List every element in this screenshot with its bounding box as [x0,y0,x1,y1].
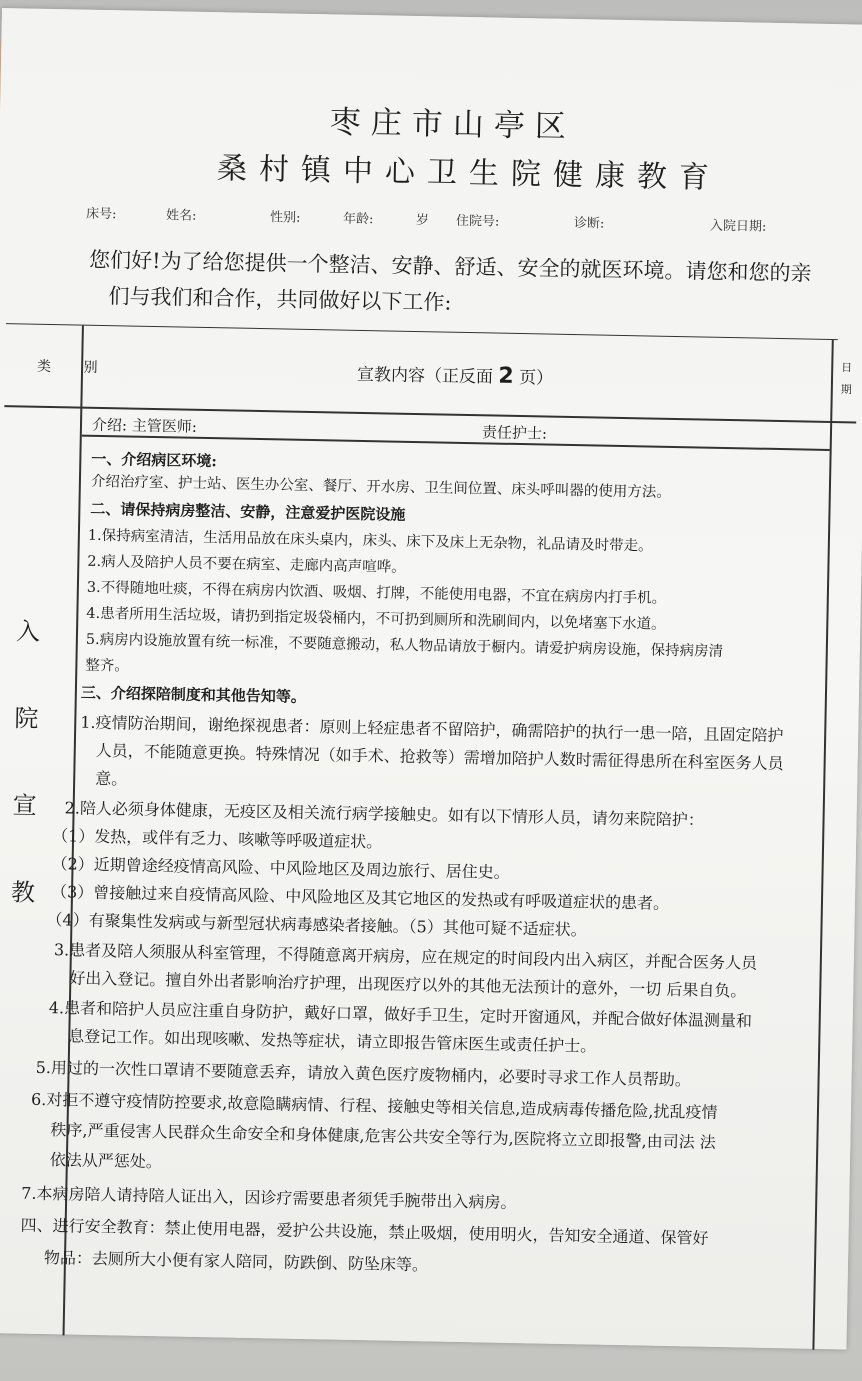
content-line: 2.陪人必须身体健康，无疫区及相关流行病学接触史。如有以下情形人员，请勿来院陪护： [64,798,705,830]
greeting-line-1: 您们好!为了给您提供一个整洁、安静、舒适、安全的就医环境。请您和您的亲 [88,247,812,286]
content-line: 5.病房内设施放置有统一标准，不要随意搬动，私人物品请放于橱内。请爱护病房设施，保持病房清 [85,631,724,660]
section-1-heading: 一、介绍病区环境: [91,449,218,471]
greeting-line-2: 们与我们和合作，共同做好以下工作: [108,284,452,315]
content-line: 息登记工作。如出现咳嗽、发热等症状，请立即报告管床医生或责任护士。 [68,1026,597,1056]
content-line: 意。 [95,768,128,789]
content-line: 5.用过的一次性口罩请不要随意丢弃，请放入黄色医疗废物桶内，必要时寻求工作人员帮助。 [35,1057,692,1090]
title-line-2: 桑村镇中心卫生院健康教育 [216,151,722,196]
section-2-heading: 二、请保持病房整洁、安静，注意爱护医院设施 [90,499,406,524]
content-line: 人员，不能随意更换。特殊情况（如手术、抢救等）需增加陪护人数时需征得患所在科室医务人员 [95,740,784,774]
content-line: 介绍治疗室、护士站、医生办公室、餐厅、开水房、卫生间位置、床头呼叫器的使用方法。 [90,473,671,501]
field-bed: 床号: [85,206,117,223]
content-line: 6.对拒不遵守疫情防控要求,故意隐瞒病情、行程、接触史等相关信息,造成病毒传播危险,扰乱疫情 [30,1089,718,1122]
content-line: 依法从严惩处。 [49,1150,163,1172]
field-age-unit: 岁 [415,212,430,229]
content-line: 好出入登记。擅自外出者影响治疗护理，出现医疗以外的其他无法预计的意外，一切 后果自负。 [69,968,747,1001]
content-line: （1）发热，或伴有乏力、咳嗽等呼吸道症状。 [51,826,383,852]
document-page [0,8,862,1349]
category-char-1: 入 [15,617,41,646]
category-header: 类 别 [36,358,112,377]
category-char-2: 院 [14,704,39,733]
section-4-line: 四、进行安全教育：禁止使用电器，爱护公共设施，禁止吸烟，使用明火，告知安全通道、保管好 [20,1215,709,1248]
content-line: （3）曾接触过来自疫情高风险、中风险地区及其它地区的发热或有呼吸道症状的患者。 [50,882,670,913]
category-char-3: 宣 [12,791,37,820]
content-header-pages: 2 [498,363,514,389]
content-line: 整齐。 [85,657,130,675]
content-header-suffix: 页） [518,367,554,389]
date-header: 日 期 [840,361,853,397]
field-name: 姓名: [165,208,197,224]
category-char-4: 教 [10,878,36,907]
content-line: （4）有聚集性发病或与新型冠状病毒感染者接触。（5）其他可疑不适症状。 [46,910,587,940]
content-line: 物品：去厕所大小便有家人陪同，防跌倒、防坠床等。 [43,1248,429,1275]
field-sex: 性别: [269,210,301,226]
intro-doctor: 介绍: 主管医师: [91,415,198,436]
title-line-1: 枣庄市山亭区 [329,104,577,146]
content-line: （2）近期曾途经疫情高风险、中风险地区及周边旅行、居住史。 [51,854,510,882]
field-admission-date: 入院日期: [709,218,767,235]
content-line: 1.保持病室清洁，生活用品放在床头桌内，床头、床下及床上无杂物，礼品请及时带走。 [87,527,653,555]
field-admission-no: 住院号: [455,213,500,230]
content-line: 3.患者及陪人须服从科室管理，不得随意离开病房，应在规定的时间段内出入病区，并配合医务人员 [53,940,758,973]
content-header-prefix: 宣教内容（正反面 [356,364,494,388]
content-line: 4.患者所用生活垃圾，请扔到指定圾袋桶内，不可扔到厕所和洗刷间内，以免堵塞下水道。 [86,605,666,633]
field-age: 年龄: [342,211,374,228]
content-line: 7.本病房陪人请持陪人证出入，因诊疗需要患者须凭手腕带出入病房。 [21,1183,517,1213]
content-line: 4.患者和陪护人员应注重自身防护，戴好口罩，做好手卫生，定时开窗通风，并配合做好体温测量和 [48,998,753,1031]
field-diagnosis: 诊断: [573,216,605,232]
section-3-heading: 三、介绍探陪制度和其他告知等。 [80,683,307,706]
content-line: 1.疫情防治期间，谢绝探视患者：原则上轻症患者不留陪护，确需陪护的执行一患一陪，且固定陪护 [80,712,784,746]
intro-nurse: 责任护士: [481,423,548,443]
content-line: 2.病人及陪护人员不要在病室、走廊内高声喧哗。 [87,553,406,576]
content-line: 3.不得随地吐痰，不得在病房内饮酒、吸烟、打牌，不能使用电器，不宜在病房内打手机。 [86,579,667,607]
content-header [357,360,554,390]
content-line: 秩序,严重侵害人民群众生命安全和身体健康,危害公共安全等行为,医院将立立即报警,由司法 法 [50,1120,716,1152]
